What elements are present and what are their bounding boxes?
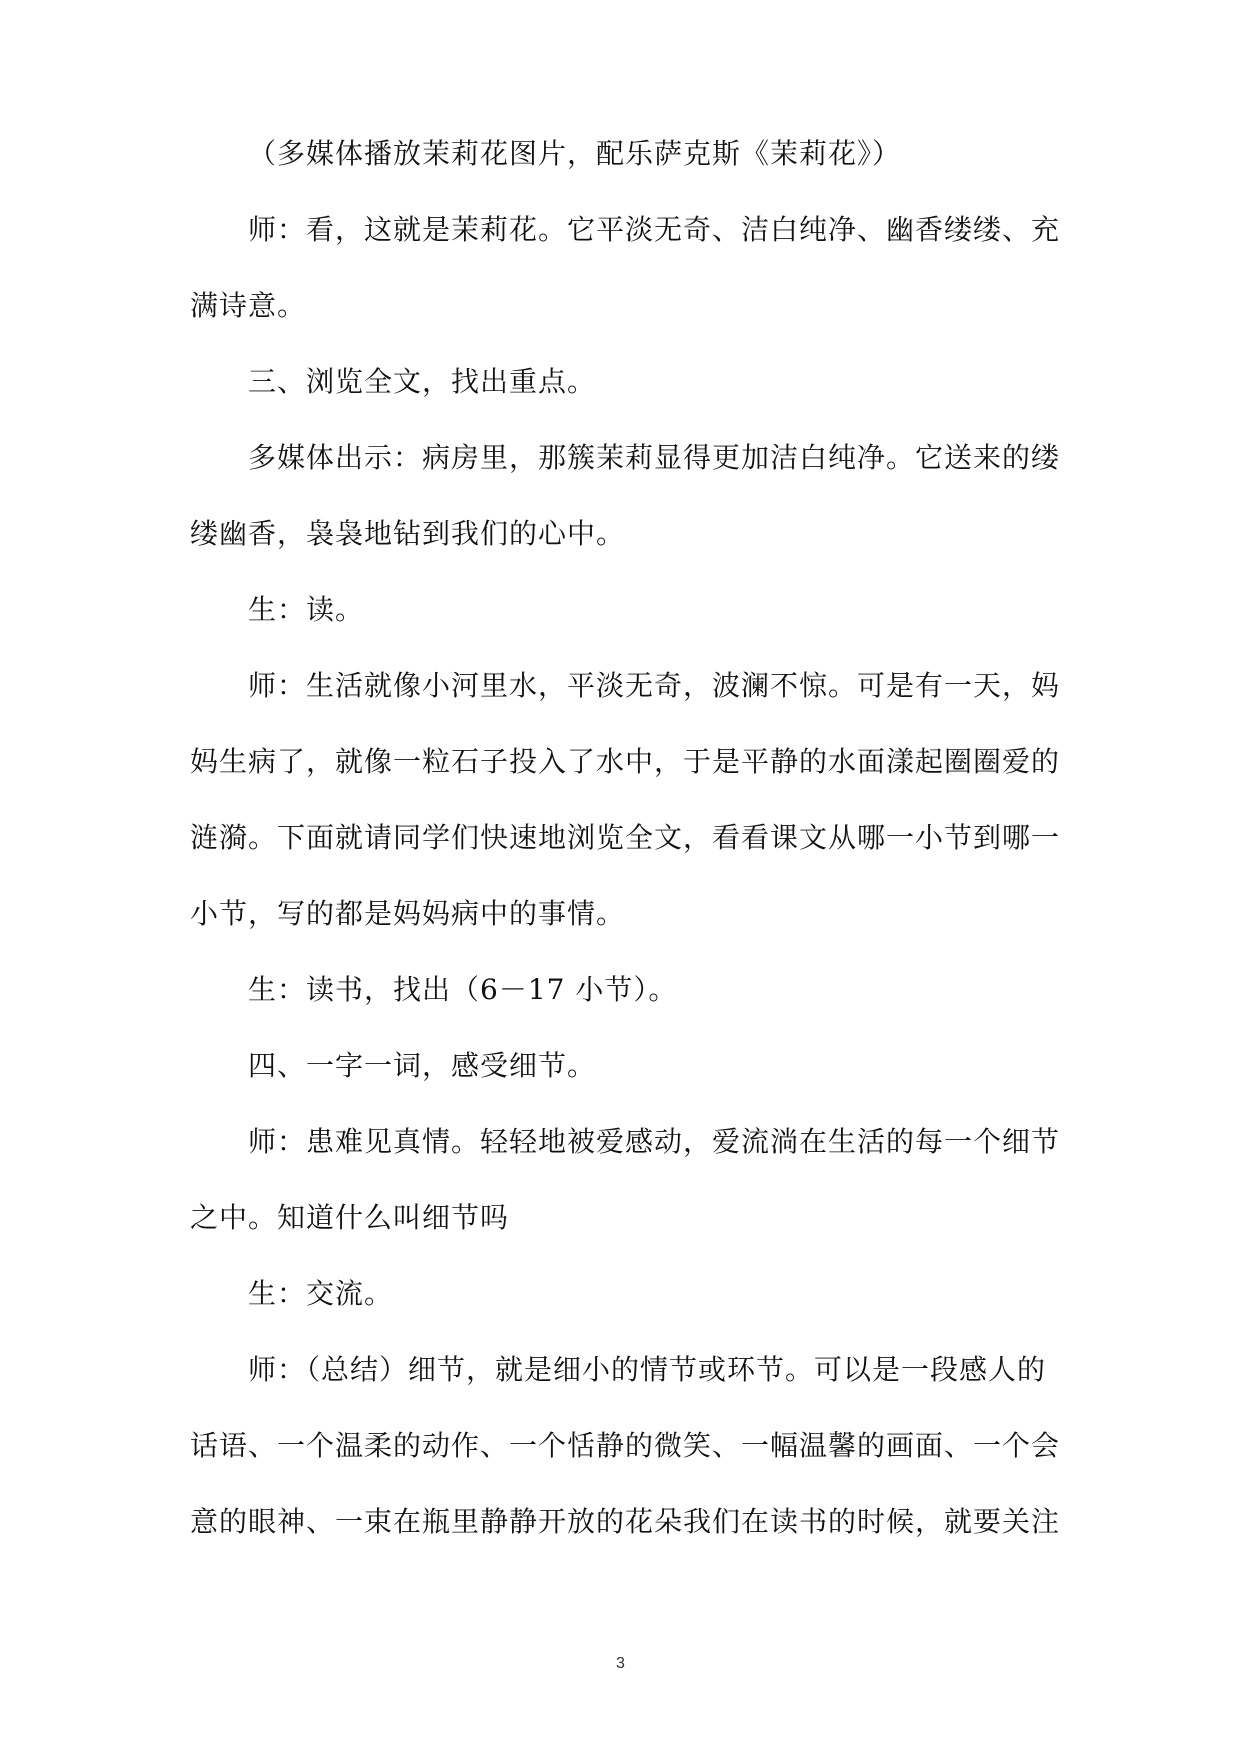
text-line: 之中。知道什么叫细节吗 xyxy=(190,1201,510,1234)
text-line: 妈生病了，就像一粒石子投入了水中，于是平静的水面漾起圈圈爱的 xyxy=(190,745,1061,778)
text-line: 师：生活就像小河里水，平淡无奇，波澜不惊。可是有一天，妈 xyxy=(248,669,1061,702)
text-line: 生：读。 xyxy=(248,593,365,626)
text-line: 生：读书，找出（6－17 小节）。 xyxy=(248,973,678,1006)
text-line: 生：交流。 xyxy=(248,1277,394,1310)
text-line: 缕幽香，袅袅地钻到我们的心中。 xyxy=(190,517,626,550)
text-line: 话语、一个温柔的动作、一个恬静的微笑、一幅温馨的画面、一个会 xyxy=(190,1429,1061,1462)
page-number: 3 xyxy=(616,1655,625,1672)
text-line: （多媒体播放茉莉花图片，配乐萨克斯《茉莉花》） xyxy=(248,137,902,170)
text-line: 涟漪。下面就请同学们快速地浏览全文，看看课文从哪一小节到哪一 xyxy=(190,821,1061,854)
text-line: 满诗意。 xyxy=(190,289,307,322)
text-line: 小节，写的都是妈妈病中的事情。 xyxy=(190,897,626,930)
text-line: 师：（总结）细节，就是细小的情节或环节。可以是一段感人的 xyxy=(248,1353,1047,1386)
text-line: 师：看，这就是茉莉花。它平淡无奇、洁白纯净、幽香缕缕、充 xyxy=(248,213,1061,246)
text-line: 三、浏览全文，找出重点。 xyxy=(248,365,597,398)
text-line: 多媒体出示：病房里，那簇茉莉显得更加洁白纯净。它送来的缕 xyxy=(248,441,1061,474)
text-line: 师：患难见真情。轻轻地被爱感动，爱流淌在生活的每一个细节 xyxy=(248,1125,1061,1158)
text-line: 意的眼神、一束在瓶里静静开放的花朵我们在读书的时候，就要关注 xyxy=(190,1505,1061,1538)
text-line: 四、一字一词，感受细节。 xyxy=(248,1049,597,1082)
